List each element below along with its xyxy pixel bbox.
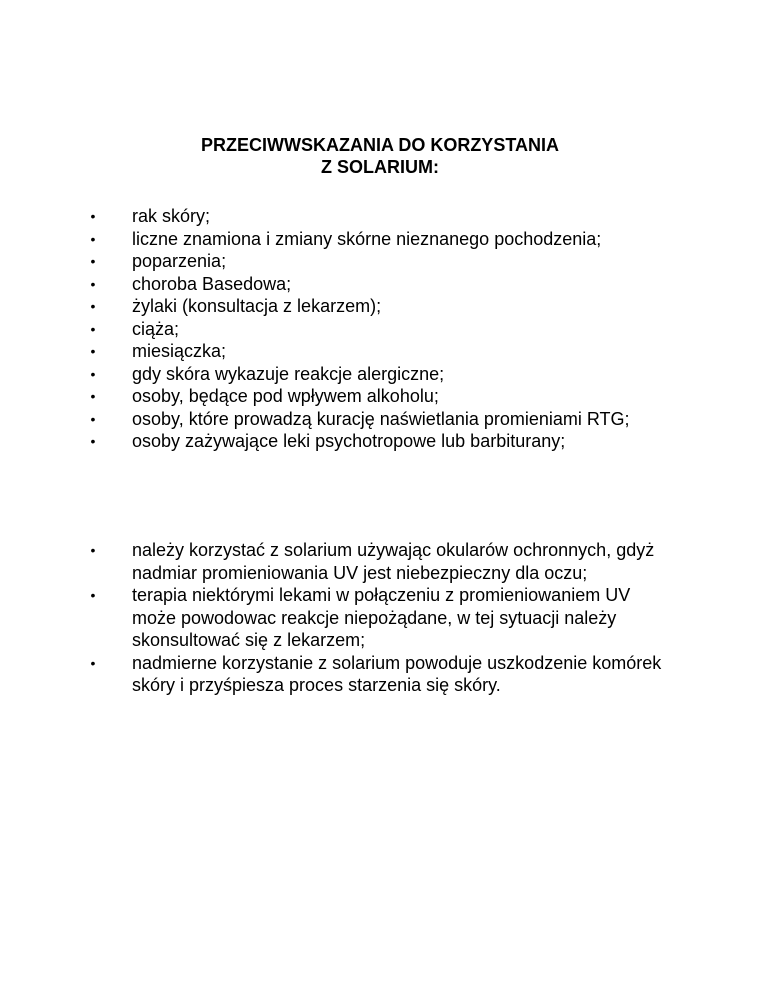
list-item (0, 652, 672, 697)
list-item-text: terapia niektórymi lekami w połączeniu z promieniowaniem UV może powodowac reakcje niepożądane, w tej sytuacji należy skonsultować się z lekarzem; (132, 585, 631, 650)
bullet-icon: • (90, 298, 96, 314)
list-item-text: należy korzystać z solarium używając okularów ochronnych, gdyż nadmiar promieniowania UV jest niebezpieczny dla oczu; (132, 540, 655, 583)
page-title (0, 134, 760, 178)
list-item-text: osoby, które prowadzą kurację naświetlania promieniami RTG; (132, 408, 630, 429)
bullet-icon: • (90, 410, 96, 427)
list-item-text: poparzenia; (132, 251, 227, 271)
list-item (0, 250, 672, 273)
list-item (0, 385, 672, 408)
list-item (0, 228, 672, 251)
list-item-text: osoby, będące pod wpływem alkoholu; (132, 386, 439, 406)
list-item (0, 318, 672, 341)
bullet-icon: • (90, 253, 96, 269)
list-item (0, 363, 672, 386)
bullet-icon: • (90, 343, 96, 359)
list-item-text: liczne znamiona i zmiany skórne nieznanego pochodzenia; (132, 228, 602, 249)
list-item-text: rak skóry; (132, 206, 211, 226)
list-item-text: gdy skóra wykazuje reakcje alergiczne; (132, 363, 445, 384)
bullet-icon: • (90, 275, 96, 292)
contraindications-list (0, 205, 760, 453)
list-item (0, 273, 672, 296)
list-item-text: nadmierne korzystanie z solarium powoduje uszkodzenie komórek skóry i przyśpiesza proces starzenia się skóry. (132, 652, 662, 695)
list-item-text: żylaki (konsultacja z lekarzem); (132, 296, 382, 316)
list-item (0, 584, 672, 652)
list-item-text: osoby zażywające leki psychotropowe lub barbiturany; (132, 431, 566, 451)
bullet-icon: • (90, 208, 96, 224)
bullet-icon: • (90, 320, 96, 337)
list-item (0, 295, 672, 318)
list-item (0, 539, 672, 584)
bullet-icon: • (90, 365, 96, 382)
title-line-1: PRZECIWWSKAZANIA DO KORZYSTANIA (201, 135, 559, 155)
list-item (0, 205, 672, 228)
safety-notes-list (0, 539, 760, 697)
bullet-icon: • (90, 542, 96, 558)
bullet-icon: • (90, 433, 96, 449)
list-item-text: choroba Basedowa; (132, 273, 292, 294)
bullet-icon: • (90, 230, 96, 247)
list-item (0, 430, 672, 453)
list-item (0, 340, 672, 363)
title-line-2: Z SOLARIUM: (321, 157, 439, 177)
list-item-text: miesiączka; (132, 341, 227, 361)
list-item-text: ciąża; (132, 318, 180, 339)
list-item (0, 408, 672, 431)
bullet-icon: • (90, 587, 96, 603)
bullet-icon: • (90, 654, 96, 671)
bullet-icon: • (90, 388, 96, 404)
